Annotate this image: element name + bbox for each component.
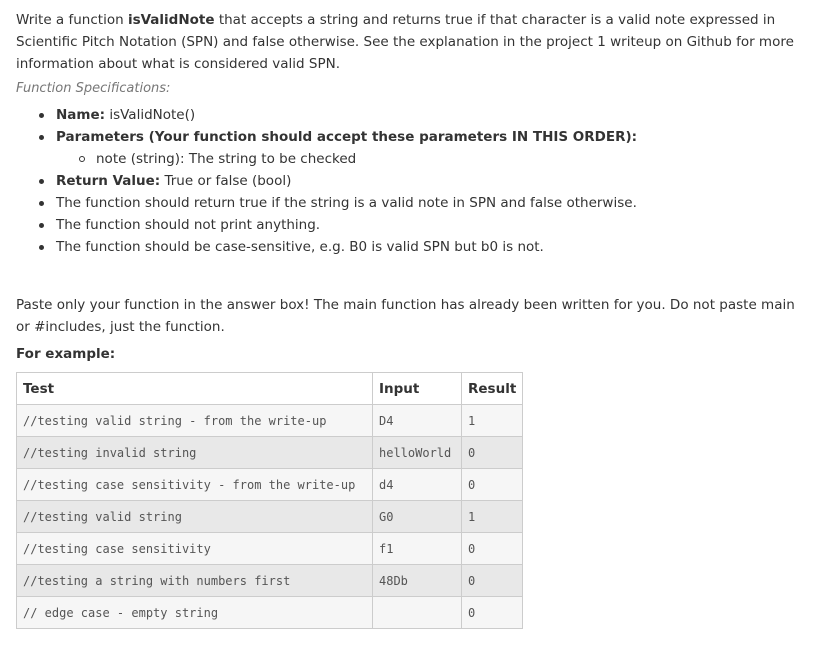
parameters-list [56,148,819,170]
cell-test: //testing valid string - from the write-up [17,405,373,437]
cell-input: G0 [373,501,462,533]
spec-return-true: The function should return true if the string is a valid note in SPN and false otherwise. [56,192,819,214]
cell-result: 0 [462,533,523,565]
spec-parameters-label: Parameters (Your function should accept these parameters IN THIS ORDER): [56,129,638,145]
cell-test: //testing valid string [17,501,373,533]
function-specifications-heading: Function Specifications: [16,81,171,96]
spec-name-value: isValidNote() [105,107,196,123]
table-row [17,437,523,469]
cell-input: f1 [373,533,462,565]
paste-instructions: Paste only your function in the answer box! The main function has already been written for you. Do not paste main or #includes, just the function. [16,297,795,335]
intro-prefix: Write a function [16,12,128,28]
table-row [17,597,523,629]
table-header-row [17,373,523,405]
spec-return-label: Return Value: [56,173,161,189]
cell-test: // edge case - empty string [17,597,373,629]
intro-suffix: that accepts a string and returns true if that character is a valid note expressed in Scientific Pitch Notation (SPN) and false otherwise. See the explanation in the project 1 writeup on Github for more information about what is considered valid SPN. [16,12,794,72]
header-test: Test [17,373,373,405]
cell-test: //testing invalid string [17,437,373,469]
cell-result: 0 [462,565,523,597]
parameter-item: note (string): The string to be checked [96,148,819,170]
cell-test: //testing a string with numbers first [17,565,373,597]
for-example-heading: For example: [16,346,116,362]
cell-result: 0 [462,597,523,629]
spec-case-sensitive: The function should be case-sensitive, e.g. B0 is valid SPN but b0 is not. [56,236,819,258]
spec-name-label: Name: [56,107,106,123]
spec-return-value [56,170,819,192]
cell-test: //testing case sensitivity [17,533,373,565]
cell-input: D4 [373,405,462,437]
table-row [17,405,523,437]
cell-input: d4 [373,469,462,501]
cell-result: 1 [462,405,523,437]
cell-result: 0 [462,469,523,501]
table-row [17,501,523,533]
examples-table [16,372,523,629]
header-result: Result [462,373,523,405]
function-name: isValidNote [127,12,215,28]
header-input: Input [373,373,462,405]
spec-parameters [56,126,819,170]
spec-return-value-text: True or false (bool) [160,173,292,189]
cell-input [373,597,462,629]
spec-name [56,104,819,126]
cell-result: 1 [462,501,523,533]
specifications-list [16,104,819,258]
cell-input: 48Db [373,565,462,597]
problem-description [16,9,806,75]
table-row [17,533,523,565]
spec-no-print: The function should not print anything. [56,214,819,236]
table-row [17,469,523,501]
table-row [17,565,523,597]
cell-input: helloWorld [373,437,462,469]
cell-test: //testing case sensitivity - from the write-up [17,469,373,501]
cell-result: 0 [462,437,523,469]
